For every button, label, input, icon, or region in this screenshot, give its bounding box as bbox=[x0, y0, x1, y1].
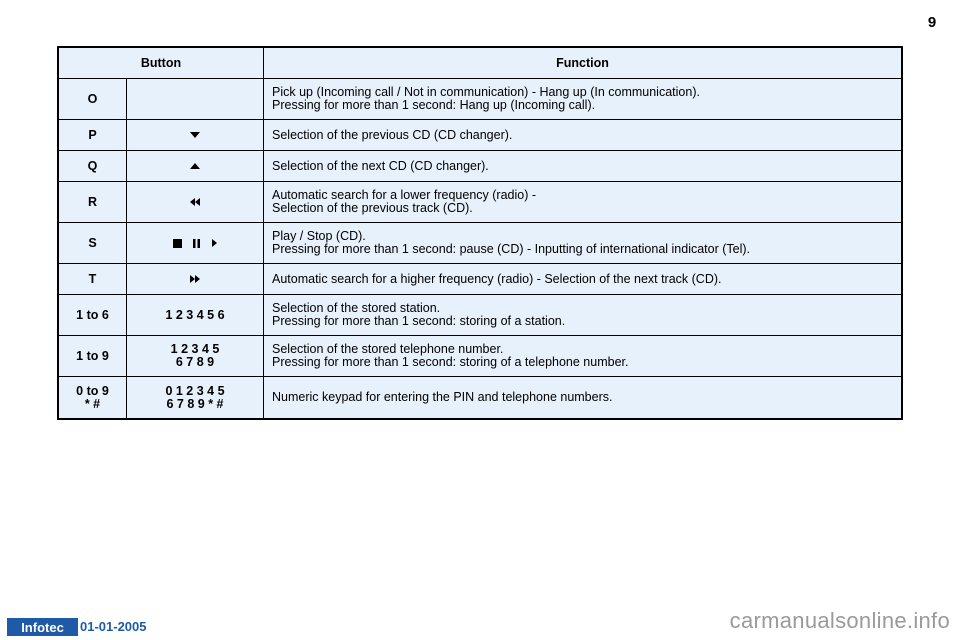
table-row bbox=[59, 182, 901, 223]
button-symbol bbox=[127, 223, 264, 263]
function-line: Play / Stop (CD). bbox=[272, 229, 366, 243]
button-key: Q bbox=[59, 151, 127, 181]
button-key: R bbox=[59, 182, 127, 222]
function-line: Pressing for more than 1 second: storing of a telephone number. bbox=[272, 355, 629, 369]
function-text bbox=[264, 182, 901, 222]
table-row bbox=[59, 79, 901, 120]
function-text bbox=[264, 295, 901, 335]
function-text bbox=[264, 79, 901, 119]
arrow-down-icon bbox=[189, 131, 201, 139]
symbol-line: 0 1 2 3 4 5 bbox=[165, 383, 225, 398]
symbol-line: 6 7 8 9 * # bbox=[166, 396, 224, 411]
function-line: Selection of the stored telephone number. bbox=[272, 342, 504, 356]
stop-icon bbox=[173, 239, 182, 248]
button-key: O bbox=[59, 79, 127, 119]
function-line: Pressing for more than 1 second: storing of a station. bbox=[272, 314, 566, 328]
key-line: 0 to 9 bbox=[76, 383, 109, 398]
function-text: Automatic search for a higher frequency (radio) - Selection of the next track (CD). bbox=[272, 271, 722, 286]
function-line: Pressing for more than 1 second: Hang up (Incoming call). bbox=[272, 98, 596, 112]
button-key: T bbox=[59, 264, 127, 294]
watermark: carmanualsonline.info bbox=[729, 608, 950, 633]
button-symbol bbox=[127, 182, 264, 222]
button-symbol bbox=[127, 336, 264, 376]
button-symbol bbox=[127, 79, 264, 119]
table-row bbox=[59, 151, 901, 182]
arrow-up-icon bbox=[189, 162, 201, 170]
table-row bbox=[59, 377, 901, 418]
function-line: Automatic search for a lower frequency (radio) - bbox=[272, 188, 536, 202]
function-line: Selection of the previous track (CD). bbox=[272, 201, 473, 215]
button-symbol bbox=[127, 264, 264, 294]
symbol-line: 1 2 3 4 5 bbox=[170, 342, 220, 356]
button-symbol bbox=[127, 151, 264, 181]
button-key: 1 to 6 bbox=[59, 295, 127, 335]
table-header-row bbox=[59, 48, 901, 79]
button-function-table bbox=[57, 46, 903, 420]
function-text bbox=[264, 223, 901, 263]
button-key: 1 to 9 bbox=[59, 336, 127, 376]
function-text bbox=[264, 336, 901, 376]
table-row bbox=[59, 264, 901, 295]
function-text: Selection of the next CD (CD changer). bbox=[272, 158, 489, 173]
page-number: 9 bbox=[927, 14, 937, 31]
button-key: S bbox=[59, 223, 127, 263]
table-row bbox=[59, 336, 901, 377]
button-symbol bbox=[127, 377, 264, 418]
function-line: Pick up (Incoming call / Not in communication) - Hang up (In communication). bbox=[272, 85, 700, 99]
button-key bbox=[59, 377, 127, 418]
button-symbol bbox=[127, 120, 264, 150]
footer-date: 01-01-2005 bbox=[80, 619, 147, 634]
fast-forward-icon bbox=[189, 274, 201, 284]
rewind-icon bbox=[189, 197, 201, 207]
function-text: Numeric keypad for entering the PIN and telephone numbers. bbox=[272, 390, 613, 404]
button-key: P bbox=[59, 120, 127, 150]
header-button: Button bbox=[59, 48, 264, 78]
infotec-logo: Infotec bbox=[7, 618, 78, 636]
pause-icon bbox=[192, 239, 201, 248]
play-icon bbox=[211, 238, 218, 248]
table-row bbox=[59, 120, 901, 151]
header-function: Function bbox=[556, 55, 609, 70]
table-row bbox=[59, 223, 901, 264]
function-line: Pressing for more than 1 second: pause (CD) - Inputting of international indicator (Tel). bbox=[272, 242, 751, 256]
button-symbol: 1 2 3 4 5 6 bbox=[127, 295, 264, 335]
key-line: * # bbox=[84, 396, 101, 411]
function-line: Selection of the stored station. bbox=[272, 301, 441, 315]
symbol-line: 6 7 8 9 bbox=[175, 355, 215, 369]
table-row bbox=[59, 295, 901, 336]
function-text: Selection of the previous CD (CD changer). bbox=[272, 127, 513, 142]
